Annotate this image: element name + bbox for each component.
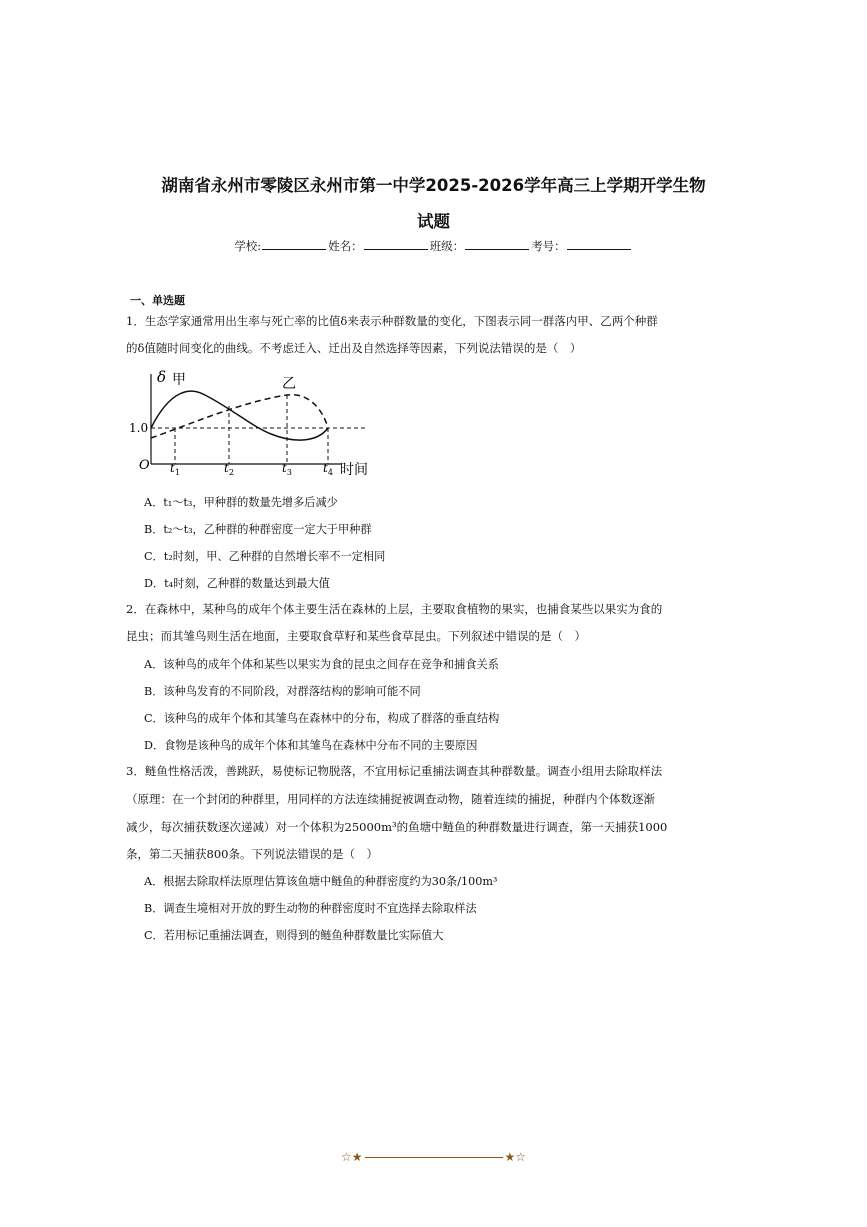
question-2-stem-line: 昆虫；而其雏鸟则生活在地面，主要取食草籽和某些食草昆虫。下列叙述中错误的是（ ） bbox=[126, 629, 586, 643]
yi-label: 乙 bbox=[282, 376, 296, 392]
class-label: 班级： bbox=[429, 239, 465, 253]
question-3-stem-line: （原理：在一个封闭的种群里，用同样的方法连续捕捉被调查动物，随着连续的捕捉，种群内个体数逐渐 bbox=[126, 792, 655, 806]
question-3-option-c[interactable]: C．若用标记重捕法调查，则得到的鲢鱼种群数量比实际值大 bbox=[144, 929, 444, 942]
t3-label: $t_3$ bbox=[282, 461, 292, 477]
question-2-option-b[interactable]: B．该种鸟发育的不同阶段，对群落结构的影响可能不同 bbox=[144, 685, 421, 698]
school-blank[interactable] bbox=[262, 239, 326, 250]
question-2-option-c[interactable]: C．该种鸟的成年个体和其雏鸟在森林中的分布，构成了群落的垂直结构 bbox=[144, 712, 500, 725]
student-info-line bbox=[0, 238, 867, 254]
section-heading: 一、单选题 bbox=[130, 294, 185, 307]
question-2-option-a[interactable]: A．该种鸟的成年个体和某些以果实为食的昆虫之间存在竞争和捕食关系 bbox=[144, 658, 499, 671]
question-1-option-c[interactable]: C．t₂时刻，甲、乙种群的自然增长率不一定相同 bbox=[144, 550, 386, 563]
curve-jia bbox=[151, 391, 328, 440]
question-1-stem-line: 的δ值随时间变化的曲线。不考虑迁入、迁出及自然选择等因素，下列说法错误的是（ ） bbox=[126, 341, 582, 355]
question-1-option-b[interactable]: B．t₂～t₃，乙种群的种群密度一定大于甲种群 bbox=[144, 523, 372, 536]
footer-left-stars: ☆★ bbox=[340, 1150, 363, 1164]
question-1-option-d[interactable]: D．t₄时刻，乙种群的数量达到最大值 bbox=[144, 577, 330, 590]
page-title-continued: 试题 bbox=[417, 212, 450, 231]
name-label: 姓名： bbox=[328, 239, 363, 253]
question-3-stem-line: 减少，每次捕获数逐次递减）对一个体积为25000m³的鱼塘中鲢鱼的种群数量进行调查，第一天捕获1000 bbox=[126, 820, 668, 834]
exam-number-label: 考号： bbox=[531, 239, 566, 253]
delta-time-graph bbox=[131, 366, 381, 480]
class-blank[interactable] bbox=[465, 239, 529, 250]
question-3-stem-line: 条，第二天捕获800条。下列说法错误的是（ ） bbox=[126, 847, 378, 861]
exam-number-blank[interactable] bbox=[567, 239, 631, 250]
question-3-option-a[interactable]: A．根据去除取样法原理估算该鱼塘中鲢鱼的种群密度约为30条/100m³ bbox=[144, 875, 498, 888]
x-axis-label: 时间 bbox=[340, 462, 368, 478]
question-1-option-a[interactable]: A．t₁～t₃，甲种群的数量先增多后减少 bbox=[144, 496, 338, 509]
t1-label: $t_1$ bbox=[170, 461, 180, 477]
question-3-option-b[interactable]: B．调查生境相对开放的野生动物的种群密度时不宜选择去除取样法 bbox=[144, 902, 477, 915]
question-2-option-d[interactable]: D．食物是该种鸟的成年个体和其雏鸟在森林中分布不同的主要原因 bbox=[144, 739, 478, 752]
question-1-stem-line: 1．生态学家通常用出生率与死亡率的比值δ来表示种群数量的变化，下图表示同一群落内甲、乙两个种群 bbox=[126, 314, 658, 328]
y-tick-1-0: 1.0 bbox=[129, 421, 149, 435]
footer-right-stars: ★☆ bbox=[504, 1150, 527, 1164]
footer-rule bbox=[365, 1157, 503, 1158]
question-3-stem-line: 3．鲢鱼性格活泼，善跳跃，易使标记物脱落，不宜用标记重捕法调查其种群数量。调查小组用去除取样法 bbox=[126, 764, 663, 778]
school-label: 学校: bbox=[234, 239, 262, 253]
question-2-stem-line: 2．在森林中，某种鸟的成年个体主要生活在森林的上层，主要取食植物的果实，也捕食某些以果实为食的 bbox=[126, 602, 663, 616]
page-title: 湖南省永州市零陵区永州市第一中学2025-2026学年高三上学期开学生物 bbox=[161, 176, 706, 195]
origin-label: O bbox=[139, 458, 150, 473]
t2-label: $t_2$ bbox=[224, 461, 234, 477]
page-footer bbox=[0, 1150, 867, 1164]
jia-label: 甲 bbox=[172, 372, 186, 388]
t4-label: $t_4$ bbox=[323, 461, 333, 477]
delta-label: δ bbox=[157, 368, 167, 386]
name-blank[interactable] bbox=[364, 239, 428, 250]
